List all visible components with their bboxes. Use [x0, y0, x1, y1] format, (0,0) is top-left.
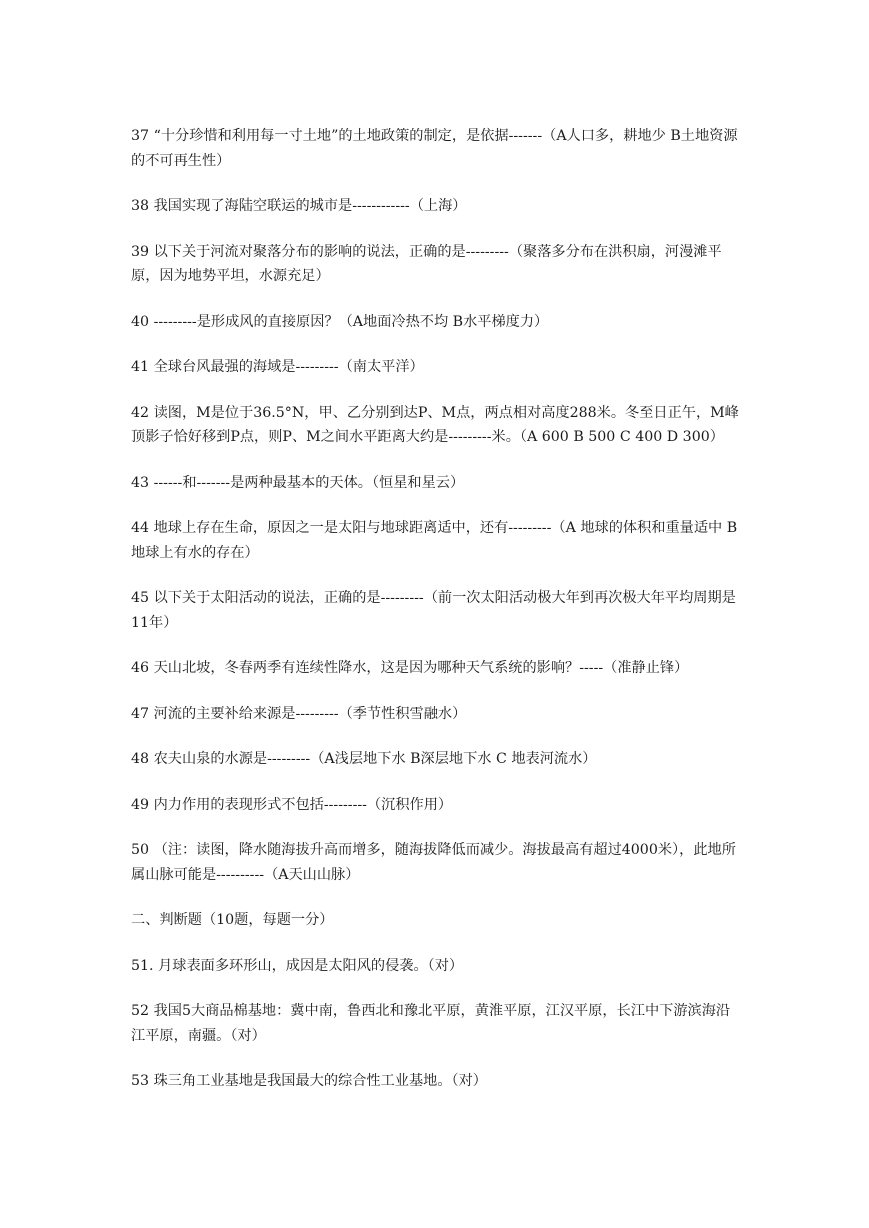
question-49: 49 内力作用的表现形式不包括---------（沉积作用）: [131, 796, 453, 813]
section-heading-true-false: 二、判断题（10题，每题一分）: [131, 912, 334, 928]
question-41: 41 全球台风最强的海域是---------（南太平洋）: [131, 359, 424, 375]
question-44: 44 地球上存在生命，原因之一是太阳与地球距离适中，还有---------（A 地球的体积和重量适中 B 地球上有水的存在）: [131, 520, 738, 561]
question-52: 52 我国5大商品棉基地：冀中南，鲁西北和豫北平原，黄淮平原，江汉平原，长江中下游滨海沿江平原，南疆。（对）: [131, 1003, 731, 1044]
question-43: 43 ------和-------是两种最基本的天体。（恒星和星云）: [131, 474, 465, 491]
question-47: 47 河流的主要补给来源是---------（季节性积雪融水）: [131, 705, 467, 722]
question-50: 50 （注：读图，降水随海拔升高而增多，随海拔降低而减少。海拔最高有超过4000米），此地所属山脉可能是----------（A天山山脉）: [131, 842, 736, 883]
question-51: 51. 月球表面多环形山，成因是太阳风的侵袭。（对）: [131, 957, 464, 974]
question-45: 45 以下关于太阳活动的说法，正确的是---------（前一次太阳活动极大年到再次极大年平均周期是11年）: [131, 590, 736, 631]
question-48: 48 农夫山泉的水源是---------（A浅层地下水 B深层地下水 C 地表河流水）: [131, 751, 597, 767]
question-37: 37 “十分珍惜和利用每一寸土地”的土地政策的制定，是依据-------（A人口多，耕地少 B土地资源的不可再生性）: [131, 128, 738, 169]
question-46: 46 天山北坡，冬春两季有连续性降水，这是因为哪种天气系统的影响？-----（准静止锋）: [131, 660, 689, 676]
question-40: 40 ---------是形成风的直接原因？（A地面冷热不均 B水平梯度力）: [131, 313, 549, 330]
question-53: 53 珠三角工业基地是我国最大的综合性工业基地。（对）: [131, 1073, 487, 1089]
question-42: 42 读图，M是位于36.5°N，甲、乙分别到达P、M点，两点相对高度288米。冬至日正午，M峰顶影子恰好移到P点，则P、M之间水平距离大约是---------米。（A 600 B 500 C 400 D 300）: [131, 404, 739, 445]
question-38: 38 我国实现了海陆空联运的城市是------------（上海）: [131, 198, 467, 214]
question-39: 39 以下关于河流对聚落分布的影响的说法，正确的是---------（聚落多分布在洪积扇，河漫滩平原，因为地势平坦，水源充足）: [131, 243, 722, 284]
